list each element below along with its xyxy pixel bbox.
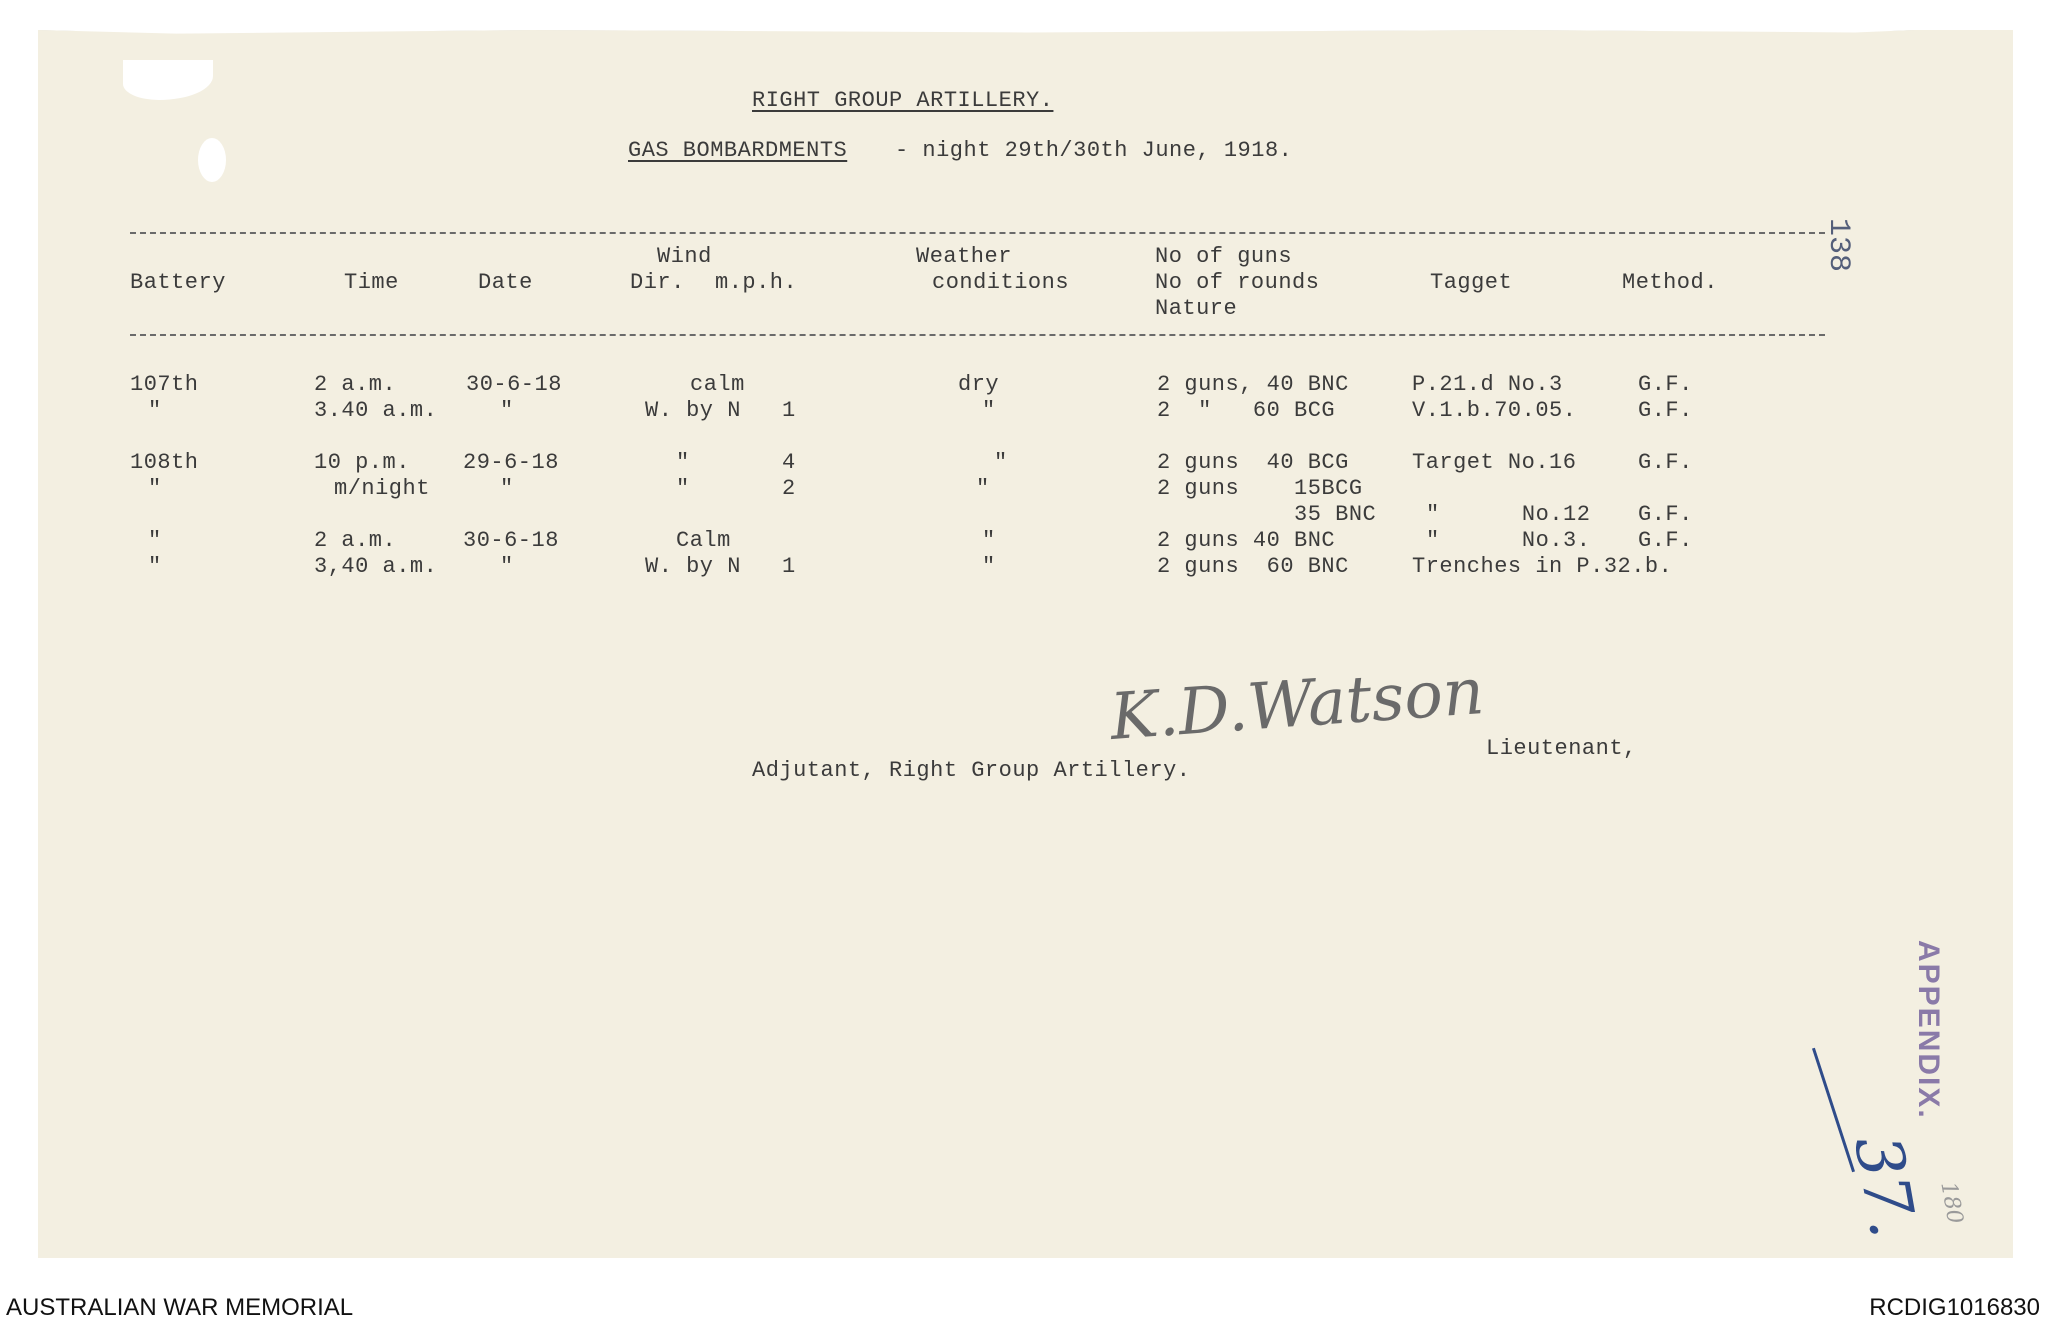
cell-wind-mph: 1 <box>782 398 796 423</box>
cell-battery: " <box>148 476 162 501</box>
cell-target: Target No.16 <box>1412 450 1577 475</box>
table-header-rule <box>130 334 1825 336</box>
header-time: Time <box>344 270 399 295</box>
cell-wind-mph: 2 <box>782 476 796 501</box>
cell-target: " No.3. <box>1426 528 1591 553</box>
footer-catalog-id: RCDIG1016830 <box>1869 1294 2040 1321</box>
cell-guns: 2 guns 15BCG <box>1157 476 1363 501</box>
cell-weather: " <box>982 528 996 553</box>
cell-method: G.F. <box>1638 502 1693 527</box>
cell-guns: 2 " 60 BCG <box>1157 398 1336 423</box>
cell-date: " <box>500 398 514 423</box>
punch-hole <box>198 138 226 182</box>
cell-battery: 107th <box>130 372 199 397</box>
cell-method: G.F. <box>1638 398 1693 423</box>
cell-battery: " <box>148 398 162 423</box>
table-top-rule <box>130 232 1825 234</box>
cell-target: " No.12 <box>1426 502 1591 527</box>
header-target: Tagget <box>1430 270 1513 295</box>
footer-institution: AUSTRALIAN WAR MEMORIAL <box>6 1294 354 1321</box>
cell-date: 29-6-18 <box>463 450 559 475</box>
header-battery: Battery <box>130 270 226 295</box>
cell-target: P.21.d No.3 <box>1412 372 1563 397</box>
pencil-folio-number: 180 <box>1935 1180 1968 1226</box>
cell-time: 3,40 a.m. <box>314 554 438 579</box>
header-wind: Wind <box>657 244 712 269</box>
appendix-number: 37. <box>1839 1130 1930 1244</box>
cell-method: G.F. <box>1638 372 1693 397</box>
header-wind-dir: Dir. <box>630 270 685 295</box>
cell-weather: " <box>976 476 990 501</box>
header-wind-mph: m.p.h. <box>715 270 798 295</box>
cell-wind-dir: W. by N <box>645 398 741 423</box>
cell-wind-dir: Calm <box>676 528 731 553</box>
header-method: Method. <box>1622 270 1718 295</box>
subtitle-date: - night 29th/30th June, 1918. <box>895 138 1293 163</box>
signoff-title: Adjutant, Right Group Artillery. <box>752 758 1191 783</box>
cell-method: G.F. <box>1638 528 1693 553</box>
cell-wind-mph: 4 <box>782 450 796 475</box>
cell-wind-mph: 1 <box>782 554 796 579</box>
cell-time: 2 a.m. <box>314 528 397 553</box>
cell-wind-dir: " <box>676 476 690 501</box>
document-title: RIGHT GROUP ARTILLERY. <box>752 88 1054 113</box>
cell-target: V.1.b.70.05. <box>1412 398 1577 423</box>
appendix-stamp: APPENDIX. <box>1912 940 1945 1120</box>
cell-guns: 35 BNC <box>1157 502 1377 527</box>
header-no-of-rounds: No of rounds <box>1155 270 1320 295</box>
cell-weather: " <box>994 450 1008 475</box>
cell-date: 30-6-18 <box>466 372 562 397</box>
handwritten-signature: K.D.Watson <box>1107 655 1487 755</box>
cell-weather: dry <box>958 372 1000 397</box>
cell-time: 2 a.m. <box>314 372 397 397</box>
cell-battery: 108th <box>130 450 199 475</box>
header-weather: Weather <box>916 244 1012 269</box>
cell-wind-dir: calm <box>690 372 745 397</box>
cell-battery: " <box>148 528 162 553</box>
cell-guns: 2 guns 60 BNC <box>1157 554 1349 579</box>
cell-date: 30-6-18 <box>463 528 559 553</box>
cell-battery: " <box>148 554 162 579</box>
page-number-stamp: 138 <box>1821 218 1855 273</box>
cell-guns: 2 guns 40 BCG <box>1157 450 1349 475</box>
document-sheet <box>38 30 2013 1258</box>
header-conditions: conditions <box>932 270 1070 295</box>
header-nature: Nature <box>1155 296 1238 321</box>
cell-time: 10 p.m. <box>314 450 410 475</box>
cell-target: Trenches in P.32.b. <box>1412 554 1673 579</box>
cell-guns: 2 guns 40 BNC <box>1157 528 1336 553</box>
cell-weather: " <box>982 554 996 579</box>
cell-date: " <box>500 476 514 501</box>
header-no-of-guns: No of guns <box>1155 244 1293 269</box>
torn-corner <box>123 60 213 100</box>
cell-time: m/night <box>334 476 430 501</box>
cell-wind-dir: " <box>676 450 690 475</box>
cell-weather: " <box>982 398 996 423</box>
signatory-rank: Lieutenant, <box>1486 736 1637 761</box>
subtitle-gas-bombardments: GAS BOMBARDMENTS <box>628 138 848 163</box>
cell-method: G.F. <box>1638 450 1693 475</box>
cell-wind-dir: W. by N <box>645 554 741 579</box>
header-date: Date <box>478 270 533 295</box>
cell-time: 3.40 a.m. <box>314 398 438 423</box>
cell-guns: 2 guns, 40 BNC <box>1157 372 1349 397</box>
cell-date: " <box>500 554 514 579</box>
